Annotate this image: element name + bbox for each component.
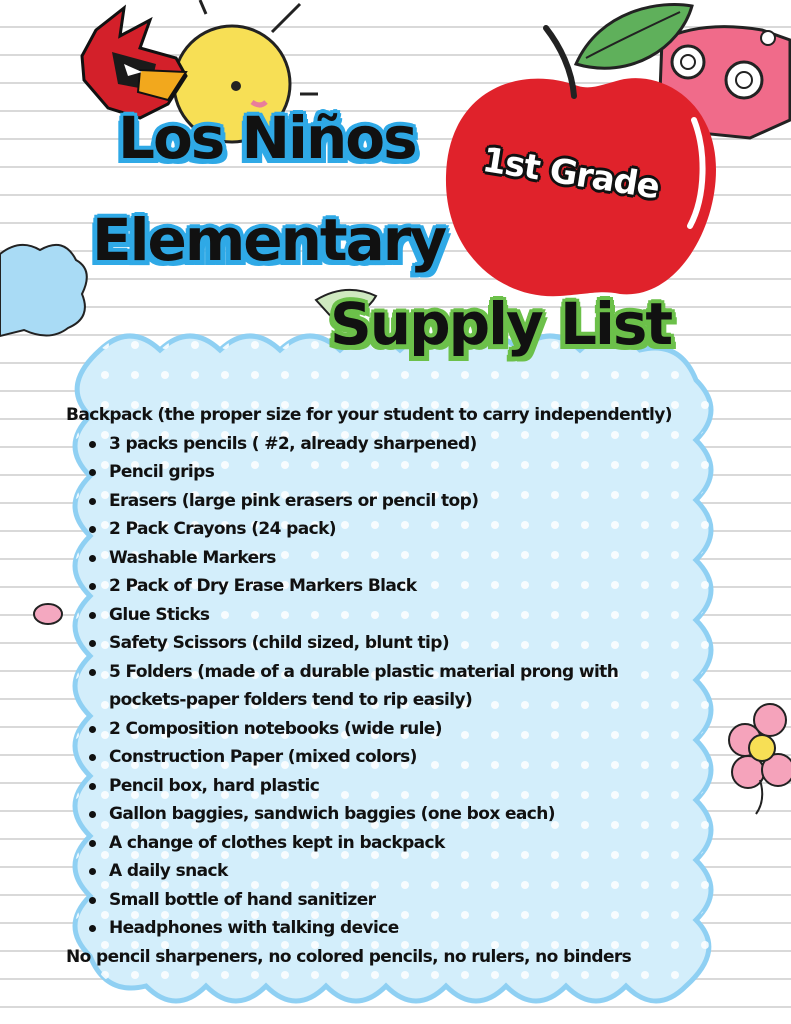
list-item: Safety Scissors (child sized, blunt tip) <box>66 629 746 658</box>
pink-doodle-icon <box>34 604 62 624</box>
list-item: A change of clothes kept in backpack <box>66 829 746 858</box>
list-item: Gallon baggies, sandwich baggies (one box each) <box>66 800 746 829</box>
list-item: 3 packs pencils ( #2, already sharpened) <box>66 430 746 459</box>
list-item: Pencil grips <box>66 458 746 487</box>
intro-line: Backpack (the proper size for your student to carry independently) <box>66 405 672 425</box>
list-item: Headphones with talking device <box>66 914 746 943</box>
school-name-line2: Elementary <box>92 206 446 274</box>
list-item: Washable Markers <box>66 544 746 573</box>
list-item: Small bottle of hand sanitizer <box>66 886 746 915</box>
list-item: Erasers (large pink erasers or pencil top) <box>66 487 746 516</box>
supply-list <box>66 401 746 971</box>
supply-list-heading: Supply List <box>330 290 672 358</box>
grade-label: 1st Grade <box>479 140 662 208</box>
list-item: Construction Paper (mixed colors) <box>66 743 746 772</box>
doodle-cloud-icon <box>0 245 87 336</box>
supply-items <box>66 430 746 943</box>
list-item: 2 Pack of Dry Erase Markers Black <box>66 572 746 601</box>
list-item: 5 Folders (made of a durable plastic material prong with pockets-paper folders tend to rip easily) <box>66 658 746 715</box>
list-item: Glue Sticks <box>66 601 746 630</box>
school-name-line1: Los Niños <box>118 104 416 172</box>
list-item-continuation: pockets-paper folders tend to rip easily) <box>109 690 473 710</box>
cardinal-mascot-icon <box>82 8 186 118</box>
list-item: Pencil box, hard plastic <box>66 772 746 801</box>
footer-note: No pencil sharpeners, no colored pencils, no rulers, no binders <box>66 946 632 967</box>
list-item: 2 Pack Crayons (24 pack) <box>66 515 746 544</box>
list-item: 2 Composition notebooks (wide rule) <box>66 715 746 744</box>
list-item: A daily snack <box>66 857 746 886</box>
